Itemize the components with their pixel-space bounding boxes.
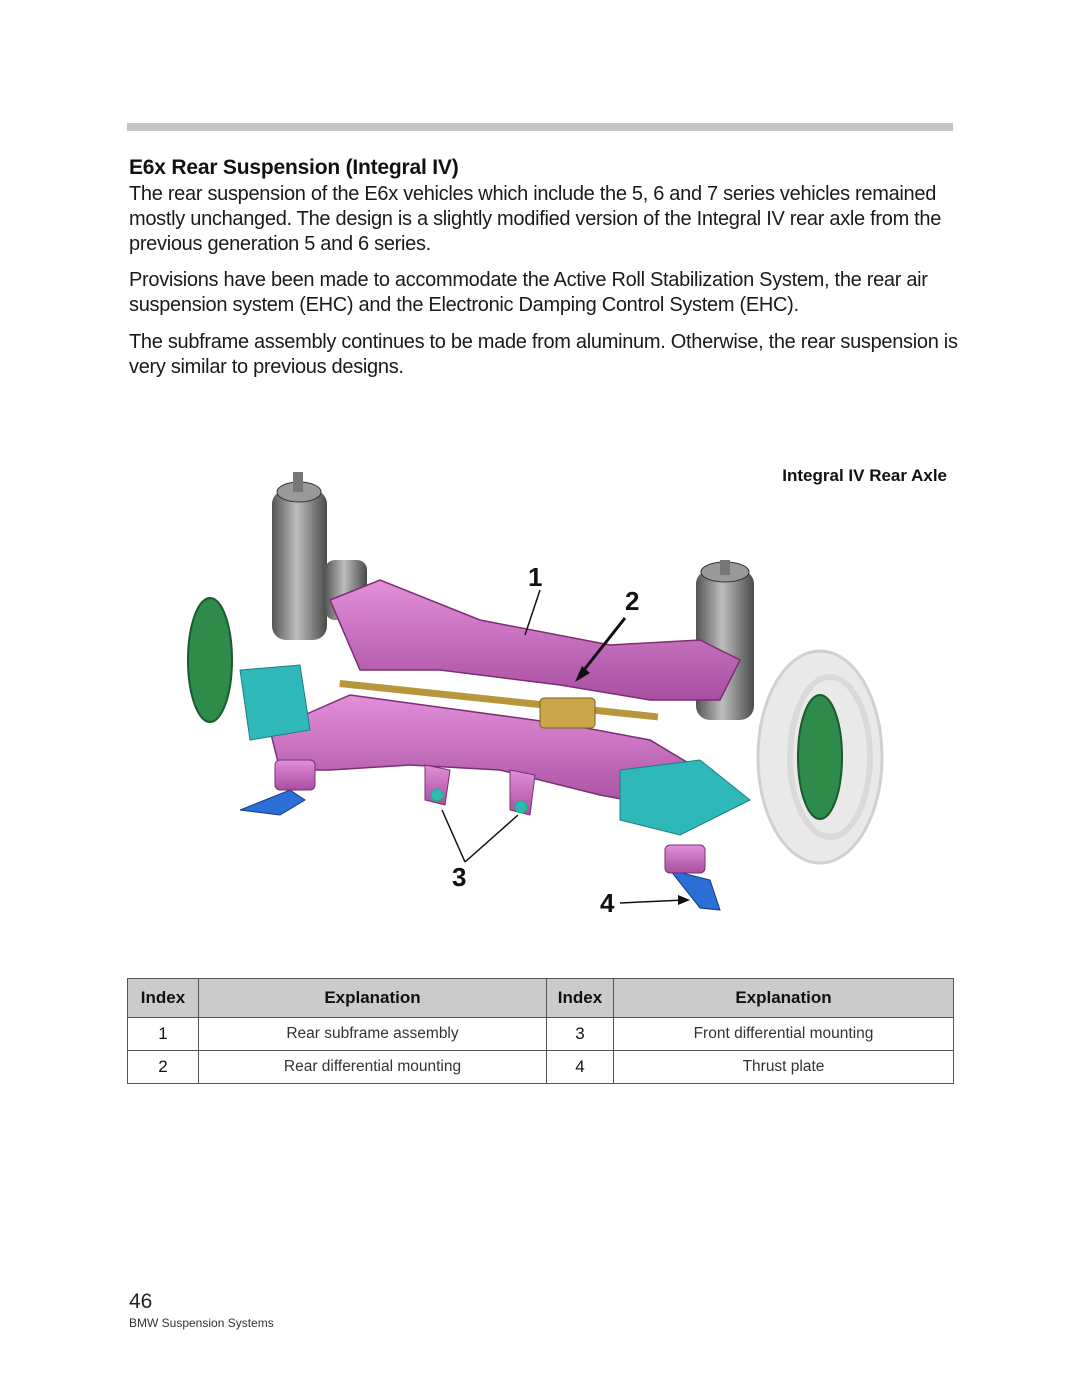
row-index: 2 bbox=[128, 1051, 199, 1084]
callout-4 bbox=[600, 888, 690, 918]
header-rule bbox=[127, 123, 953, 131]
header-explanation-2: Explanation bbox=[614, 979, 954, 1018]
table-row bbox=[128, 1018, 954, 1051]
header-index-1: Index bbox=[128, 979, 199, 1018]
row-index: 1 bbox=[128, 1018, 199, 1051]
callout-label-1: 1 bbox=[528, 562, 543, 592]
row-index: 4 bbox=[547, 1051, 614, 1084]
subframe-rear bbox=[330, 580, 740, 700]
page-number: 46 bbox=[129, 1290, 153, 1313]
callout-label-3: 3 bbox=[452, 862, 467, 892]
paragraph-1: The rear suspension of the E6x vehicles which include the 5, 6 and 7 series vehicles remained mostly unchanged. The design is a slightly modified version of the Integral IV rear axle from the previous generation 5 and 6 series. bbox=[129, 183, 942, 255]
right-thrust-plate bbox=[670, 870, 720, 910]
row-index: 3 bbox=[547, 1018, 614, 1051]
row-explanation: Thrust plate bbox=[614, 1051, 954, 1084]
figure-caption: Integral IV Rear Axle bbox=[782, 466, 947, 485]
header-explanation-1: Explanation bbox=[199, 979, 547, 1018]
row-explanation: Rear differential mounting bbox=[199, 1051, 547, 1084]
footer-text: BMW Suspension Systems bbox=[129, 1316, 274, 1330]
paragraph-3: The subframe assembly continues to be made from aluminum. Otherwise, the rear suspension is very similar to previous designs. bbox=[129, 331, 958, 378]
index-table bbox=[127, 978, 954, 1084]
table-header-row bbox=[128, 979, 954, 1018]
section-title: E6x Rear Suspension (Integral IV) bbox=[129, 156, 459, 179]
header-index-2: Index bbox=[547, 979, 614, 1018]
callout-label-2: 2 bbox=[625, 586, 640, 616]
left-thrust-plate bbox=[240, 790, 305, 815]
row-explanation: Rear subframe assembly bbox=[199, 1018, 547, 1051]
callout-1 bbox=[525, 562, 542, 635]
left-brake-hub bbox=[188, 598, 232, 722]
row-explanation: Front differential mounting bbox=[614, 1018, 954, 1051]
table-row bbox=[128, 1051, 954, 1084]
callout-label-4: 4 bbox=[600, 888, 615, 918]
callout-3 bbox=[442, 810, 518, 892]
right-brake-hub bbox=[798, 695, 842, 819]
paragraph-2: Provisions have been made to accommodate the Active Roll Stabilization System, the rear air suspension system (EHC) and the Electronic Damping Control System (EHC). bbox=[129, 269, 928, 316]
rear-axle-illustration bbox=[180, 470, 900, 940]
